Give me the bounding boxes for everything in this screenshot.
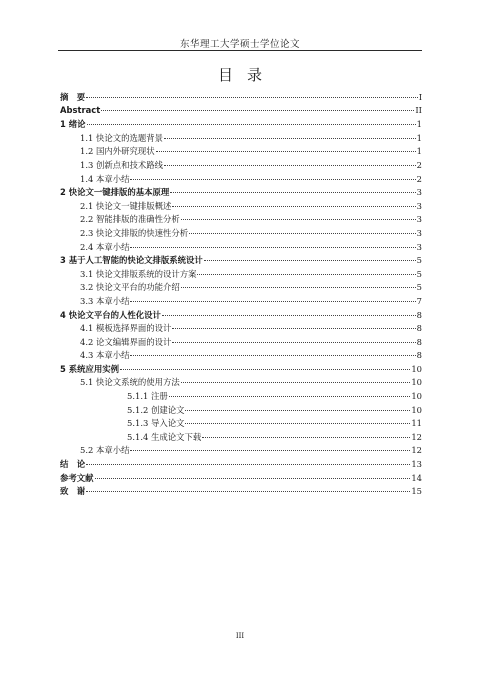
toc-entry-page: 10 (411, 391, 422, 402)
toc-entry-page: 2 (416, 159, 422, 170)
toc-leader-dots (86, 464, 410, 465)
toc-entry-label: 4 快论文平台的人性化设计 (60, 309, 161, 320)
toc-entry-label: 1.2 国内外研究现状 (80, 146, 155, 157)
toc-leader-dots (130, 450, 410, 451)
toc-entry[interactable] (60, 309, 422, 323)
toc-entry[interactable] (60, 91, 422, 105)
toc-entry[interactable] (60, 254, 422, 268)
toc-entry[interactable] (60, 444, 422, 458)
toc-leader-dots (202, 437, 410, 438)
toc-entry-label: 2.4 本章小结 (80, 241, 130, 252)
toc-entry-label: 1 绪论 (60, 119, 86, 130)
toc-leader-dots (181, 287, 416, 288)
toc-entry-label: 2.3 快论文排版的快速性分析 (80, 227, 189, 238)
toc-entry-label: 2.2 智能排版的准确性分析 (80, 214, 180, 225)
toc-entry-label: 1.3 创新点和技术路线 (80, 159, 163, 170)
toc-leader-dots (130, 301, 415, 302)
toc-entry[interactable] (60, 431, 422, 445)
toc-entry[interactable] (60, 322, 422, 336)
toc-leader-dots (170, 192, 415, 193)
toc-leader-dots (87, 124, 416, 125)
toc-entry-label: 摘 要 (60, 92, 86, 102)
toc-leader-dots (130, 355, 415, 356)
toc-entry-page: 12 (411, 445, 422, 456)
toc-entry[interactable] (60, 173, 422, 187)
toc-entry-label: 4.2 论文编辑界面的设计 (80, 336, 172, 347)
toc-entry[interactable] (60, 186, 422, 200)
toc-entry[interactable] (60, 241, 422, 255)
toc-entry-label: 3.3 本章小结 (80, 295, 130, 306)
toc-entry-page: 13 (411, 459, 422, 470)
toc-entry-page: 8 (416, 336, 422, 347)
toc-leader-dots (95, 478, 411, 479)
toc-leader-dots (86, 491, 410, 492)
toc-entry-label: 5.2 本章小结 (80, 445, 130, 456)
toc-entry-page: 2 (416, 173, 422, 184)
toc-leader-dots (162, 315, 416, 316)
toc-entry[interactable] (60, 227, 422, 241)
toc-entry-label: 3.1 快论文排版系统的设计方案 (80, 268, 197, 279)
toc-entry-label: 参考文献 (60, 472, 94, 483)
toc-entry[interactable] (60, 363, 422, 377)
toc-entry[interactable] (60, 295, 422, 309)
toc-entry[interactable] (60, 132, 422, 146)
table-of-contents (60, 91, 422, 499)
header-rule (58, 50, 422, 51)
toc-entry-label: 5.1.4 生成论文下载 (127, 431, 202, 442)
running-header: 东华理工大学硕士学位论文 (179, 39, 300, 50)
toc-entry-label: 5.1.3 导入论文 (127, 418, 185, 429)
toc-entry-label: 5.1.2 创建论文 (127, 404, 185, 415)
toc-entry[interactable] (60, 472, 422, 486)
toc-entry-label: 结 论 (60, 459, 86, 470)
toc-entry-page: 3 (416, 227, 422, 238)
toc-entry-page: 11 (411, 418, 422, 429)
toc-entry-page: 3 (416, 214, 422, 225)
toc-entry-page: 1 (416, 146, 422, 157)
toc-entry-page: 10 (411, 404, 422, 415)
toc-entry-label: 2 快论文一键排版的基本原理 (60, 187, 170, 198)
toc-entry-page: 8 (416, 323, 422, 334)
toc-entry-label: 5 系统应用实例 (60, 363, 119, 374)
toc-leader-dots (156, 151, 416, 152)
toc-entry-page: 5 (416, 268, 422, 279)
toc-leader-dots (120, 369, 410, 370)
toc-entry-label: 致 谢 (60, 486, 86, 497)
toc-entry-label: 3.2 快论文平台的功能介绍 (80, 282, 180, 293)
toc-leader-dots (172, 342, 415, 343)
toc-entry[interactable] (60, 417, 422, 431)
toc-title: 目录 (217, 66, 276, 84)
toc-entry-label: 5.1 快论文系统的使用方法 (80, 377, 180, 388)
toc-entry-page: 15 (411, 486, 422, 497)
toc-leader-dots (181, 382, 411, 383)
toc-entry[interactable] (60, 458, 422, 472)
toc-entry-label: 4.3 本章小结 (80, 350, 130, 361)
page-number: III (235, 632, 245, 640)
toc-entry-label: 1.4 本章小结 (80, 173, 130, 184)
toc-entry-page: 7 (416, 295, 422, 306)
toc-entry[interactable] (60, 145, 422, 159)
toc-leader-dots (189, 233, 416, 234)
toc-entry-page: 1 (416, 119, 422, 130)
toc-entry-page: I (418, 92, 422, 102)
toc-entry[interactable] (60, 118, 422, 132)
toc-entry[interactable] (60, 159, 422, 173)
toc-leader-dots (164, 138, 416, 139)
toc-entry-label: 2.1 快论文一键排版概述 (80, 200, 172, 211)
toc-entry-page: 5 (416, 255, 422, 266)
toc-entry[interactable] (60, 105, 422, 119)
toc-entry-page: 10 (411, 363, 422, 374)
toc-entry-page: 3 (416, 187, 422, 198)
toc-entry-page: 8 (416, 350, 422, 361)
toc-entry[interactable] (60, 404, 422, 418)
toc-leader-dots (197, 274, 415, 275)
toc-leader-dots (172, 328, 415, 329)
toc-leader-dots (181, 219, 416, 220)
toc-leader-dots (172, 206, 415, 207)
toc-entry-label: 5.1.1 注册 (127, 391, 168, 402)
toc-entry[interactable] (60, 336, 422, 350)
toc-entry-page: 1 (416, 132, 422, 143)
toc-entry-page: 3 (416, 241, 422, 252)
toc-entry-page: 3 (416, 200, 422, 211)
toc-leader-dots (169, 396, 411, 397)
toc-leader-dots (130, 179, 415, 180)
toc-entry-page: 12 (411, 431, 422, 442)
toc-leader-dots (130, 247, 415, 248)
toc-entry[interactable] (60, 376, 422, 390)
toc-entry[interactable] (60, 213, 422, 227)
toc-entry-page: II (415, 104, 422, 115)
toc-entry[interactable] (60, 281, 422, 295)
toc-entry[interactable] (60, 485, 422, 499)
toc-entry-page: 8 (416, 309, 422, 320)
toc-entry[interactable] (60, 200, 422, 214)
toc-entry-page: 5 (416, 282, 422, 293)
toc-leader-dots (164, 165, 416, 166)
toc-leader-dots (204, 260, 416, 261)
toc-entry[interactable] (60, 268, 422, 282)
toc-entry-label: 1.1 快论文的选题背景 (80, 132, 163, 143)
toc-leader-dots (86, 97, 418, 98)
toc-leader-dots (101, 110, 414, 111)
toc-entry[interactable] (60, 390, 422, 404)
toc-entry[interactable] (60, 349, 422, 363)
toc-entry-label: 3 基于人工智能的快论文排版系统设计 (60, 255, 203, 266)
toc-entry-page: 14 (411, 472, 422, 483)
toc-leader-dots (185, 410, 410, 411)
toc-entry-label: Abstract (60, 104, 101, 115)
toc-entry-page: 10 (411, 377, 422, 388)
toc-leader-dots (185, 423, 410, 424)
toc-entry-label: 4.1 模板选择界面的设计 (80, 323, 172, 334)
